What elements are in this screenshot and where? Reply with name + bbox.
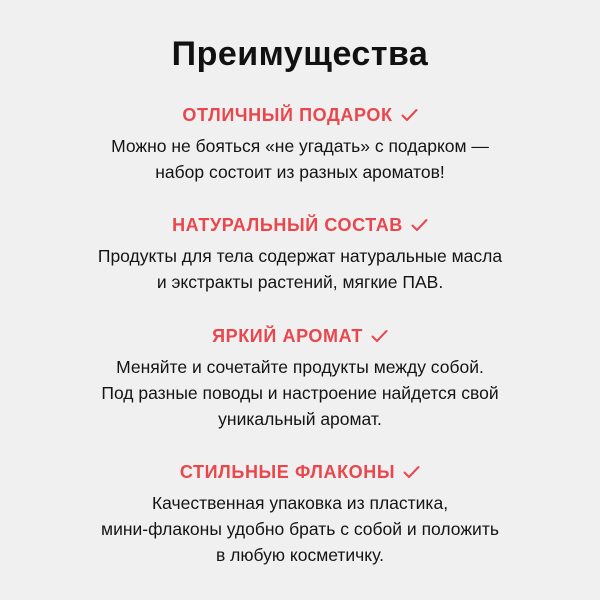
description-line: Продукты для тела содержат натуральные масла [97,246,503,266]
description-line: Под разные поводы и настроение найдется свой [101,383,499,403]
description-line: мини-флаконы удобно брать с собой и положить [101,519,499,539]
section-heading [0,213,600,237]
section-description [20,490,580,568]
description-line: Меняйте и сочетайте продукты между собой. [116,357,484,377]
section-heading-text: ЯРКИЙ АРОМАТ [212,326,363,346]
section-heading [0,103,600,127]
section-description [20,133,580,185]
section-heading-text: СТИЛЬНЫЕ ФЛАКОНЫ [179,462,396,482]
section-heading-text: ОТЛИЧНЫЙ ПОДАРОК [182,105,393,125]
advantage-section-gift [0,103,600,185]
description-line: Можно не бояться «не угадать» с подарком — [111,136,489,156]
section-heading [0,460,600,484]
description-line: и экстракты растений, мягкие ПАВ. [156,272,444,292]
section-description [20,243,580,295]
description-line: Качественная упаковка из пластика, [151,493,449,513]
section-heading [0,324,600,348]
advantage-section-bottles [0,460,600,568]
section-description [20,354,580,432]
advantage-section-composition [0,213,600,295]
description-line: уникальный аромат. [218,409,382,429]
checkmark-icon [371,329,388,343]
description-line: набор состоит из разных ароматов! [155,162,445,182]
page-title: Преимущества [171,35,429,73]
checkmark-icon [411,218,428,232]
section-heading-text: НАТУРАЛЬНЫЙ СОСТАВ [172,215,403,235]
checkmark-icon [403,465,420,479]
checkmark-icon [401,108,418,122]
advantage-section-aroma [0,324,600,432]
description-line: в любую косметичку. [215,545,384,565]
